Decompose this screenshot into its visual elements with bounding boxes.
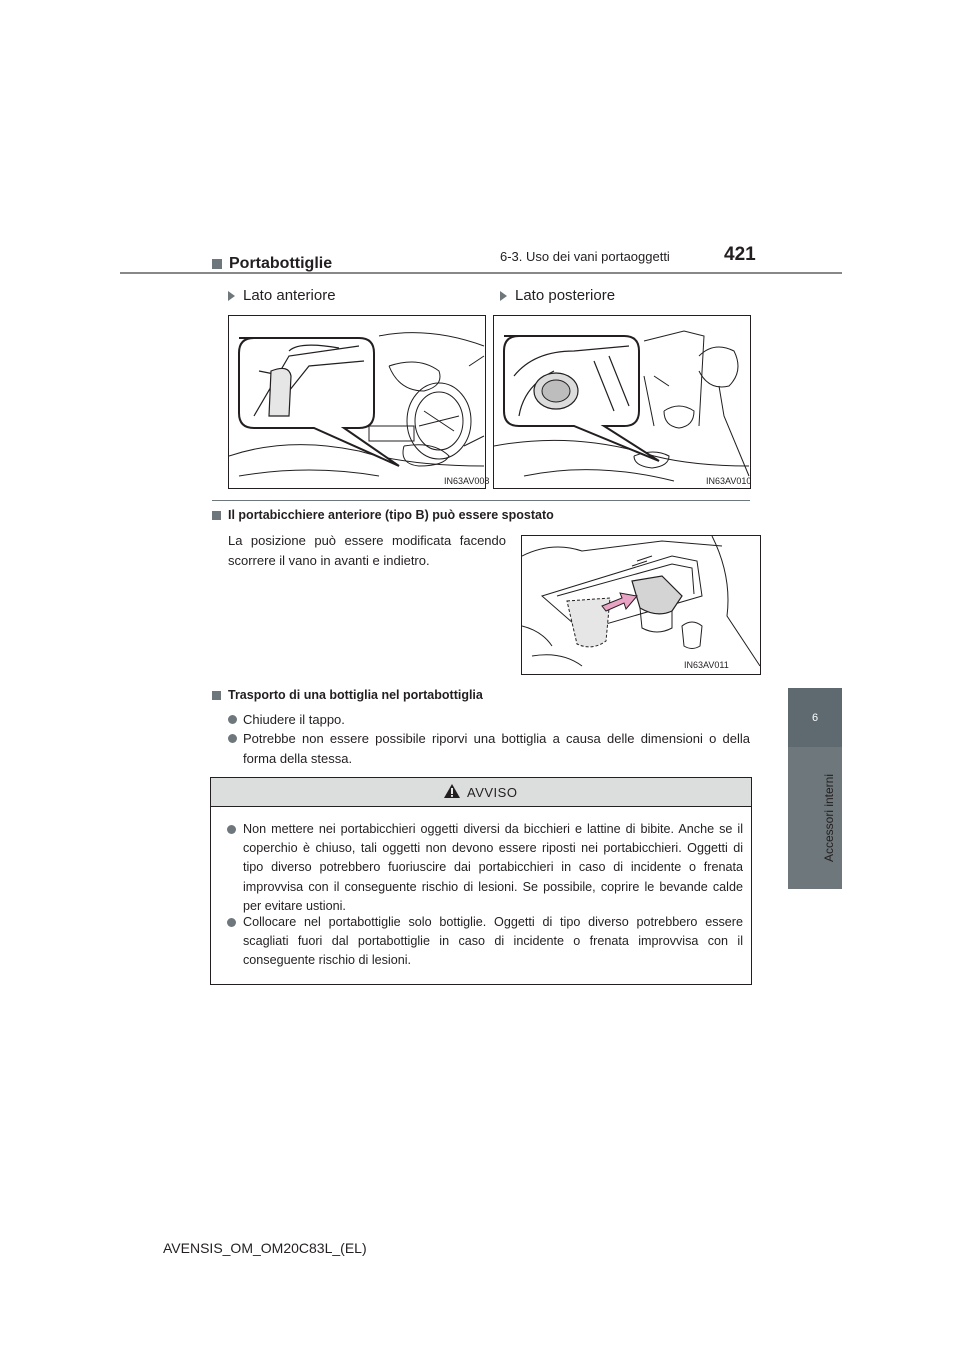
front-side-label [228,287,336,304]
section-title-text: Portabottiglie [229,255,333,272]
front-bottle-holder-illustration [229,316,485,488]
warning-title: AVVISO [467,785,518,800]
figure-code: IN63AV011 [684,660,729,670]
cupholder-slide-illustration [522,536,760,674]
document-code: AVENSIS_OM_OM20C83L_(EL) [163,1240,367,1256]
bullet-text: Chiudere il tappo. [243,712,345,727]
warning-item-text: Collocare nel portabottiglie solo bottiglie. Oggetti di tipo diverso potrebbero essere scagliati fuori dal portabottiglie in caso di incidente o frenata improvvisa con il conseguente rischio di lesioni. [243,915,743,968]
chapter-tab-label-text: Accessori interni [822,773,836,863]
square-bullet-icon [212,259,222,269]
subsection-heading-text: Trasporto di una bottiglia nel portabottiglia [228,688,483,702]
rear-bottle-holder-illustration [494,316,750,488]
subsection-heading-text: Il portabicchiere anteriore (tipo B) può essere spostato [228,508,554,522]
bullet-item [228,729,750,769]
warning-box [210,777,752,985]
bullet-dot-icon [228,734,237,743]
bullet-dot-icon [227,918,236,927]
figure-cupholder-slide [521,535,761,675]
warning-header [211,778,751,807]
figure-code: IN63AV010 [706,476,752,486]
bullet-item [228,710,750,730]
subsection-heading-bottle [212,688,483,702]
bullet-dot-icon [227,825,236,834]
figure-rear-bottle-holder [493,315,751,489]
page-number: 421 [724,244,756,265]
chapter-tab-label [822,752,836,884]
square-bullet-icon [212,511,221,520]
subsection-heading-cupholder [212,508,554,522]
rear-side-label [500,287,615,304]
figure-front-bottle-holder [228,315,490,489]
figure-code: IN63AV008 [444,476,490,486]
triangle-bullet-icon [228,291,235,301]
warning-item [227,913,743,971]
section-divider [212,500,750,501]
chapter-tab-number: 6 [788,688,842,747]
square-bullet-icon [212,691,221,700]
front-side-label-text: Lato anteriore [243,287,336,304]
warning-item [227,820,743,916]
section-title [212,255,332,273]
warning-triangle-icon [443,783,461,799]
bullet-dot-icon [228,715,237,724]
bullet-text: Potrebbe non essere possibile riporvi una bottiglia a causa delle dimensioni o della forma della stessa. [243,731,750,766]
rear-side-label-text: Lato posteriore [515,287,616,304]
cupholder-move-text: La posizione può essere modificata facendo scorrere il vano in avanti e indietro. [228,533,506,568]
running-header-section: 6-3. Uso dei vani portaoggetti [500,249,670,264]
warning-item-text: Non mettere nei portabicchieri oggetti diversi da bicchieri e lattine di bibite. Anche se il coperchio è chiuso, tali oggetti non devono essere riposti nei portabicchieri. Oggetti di tipo diverso potrebbero fuoriuscire dai portabicchieri in caso di incidente o frenata improvvisa con il conseguente rischio di lesioni. Se possibile, coprire le bevande calde per evitare ustioni. [243,822,743,913]
triangle-bullet-icon [500,291,507,301]
